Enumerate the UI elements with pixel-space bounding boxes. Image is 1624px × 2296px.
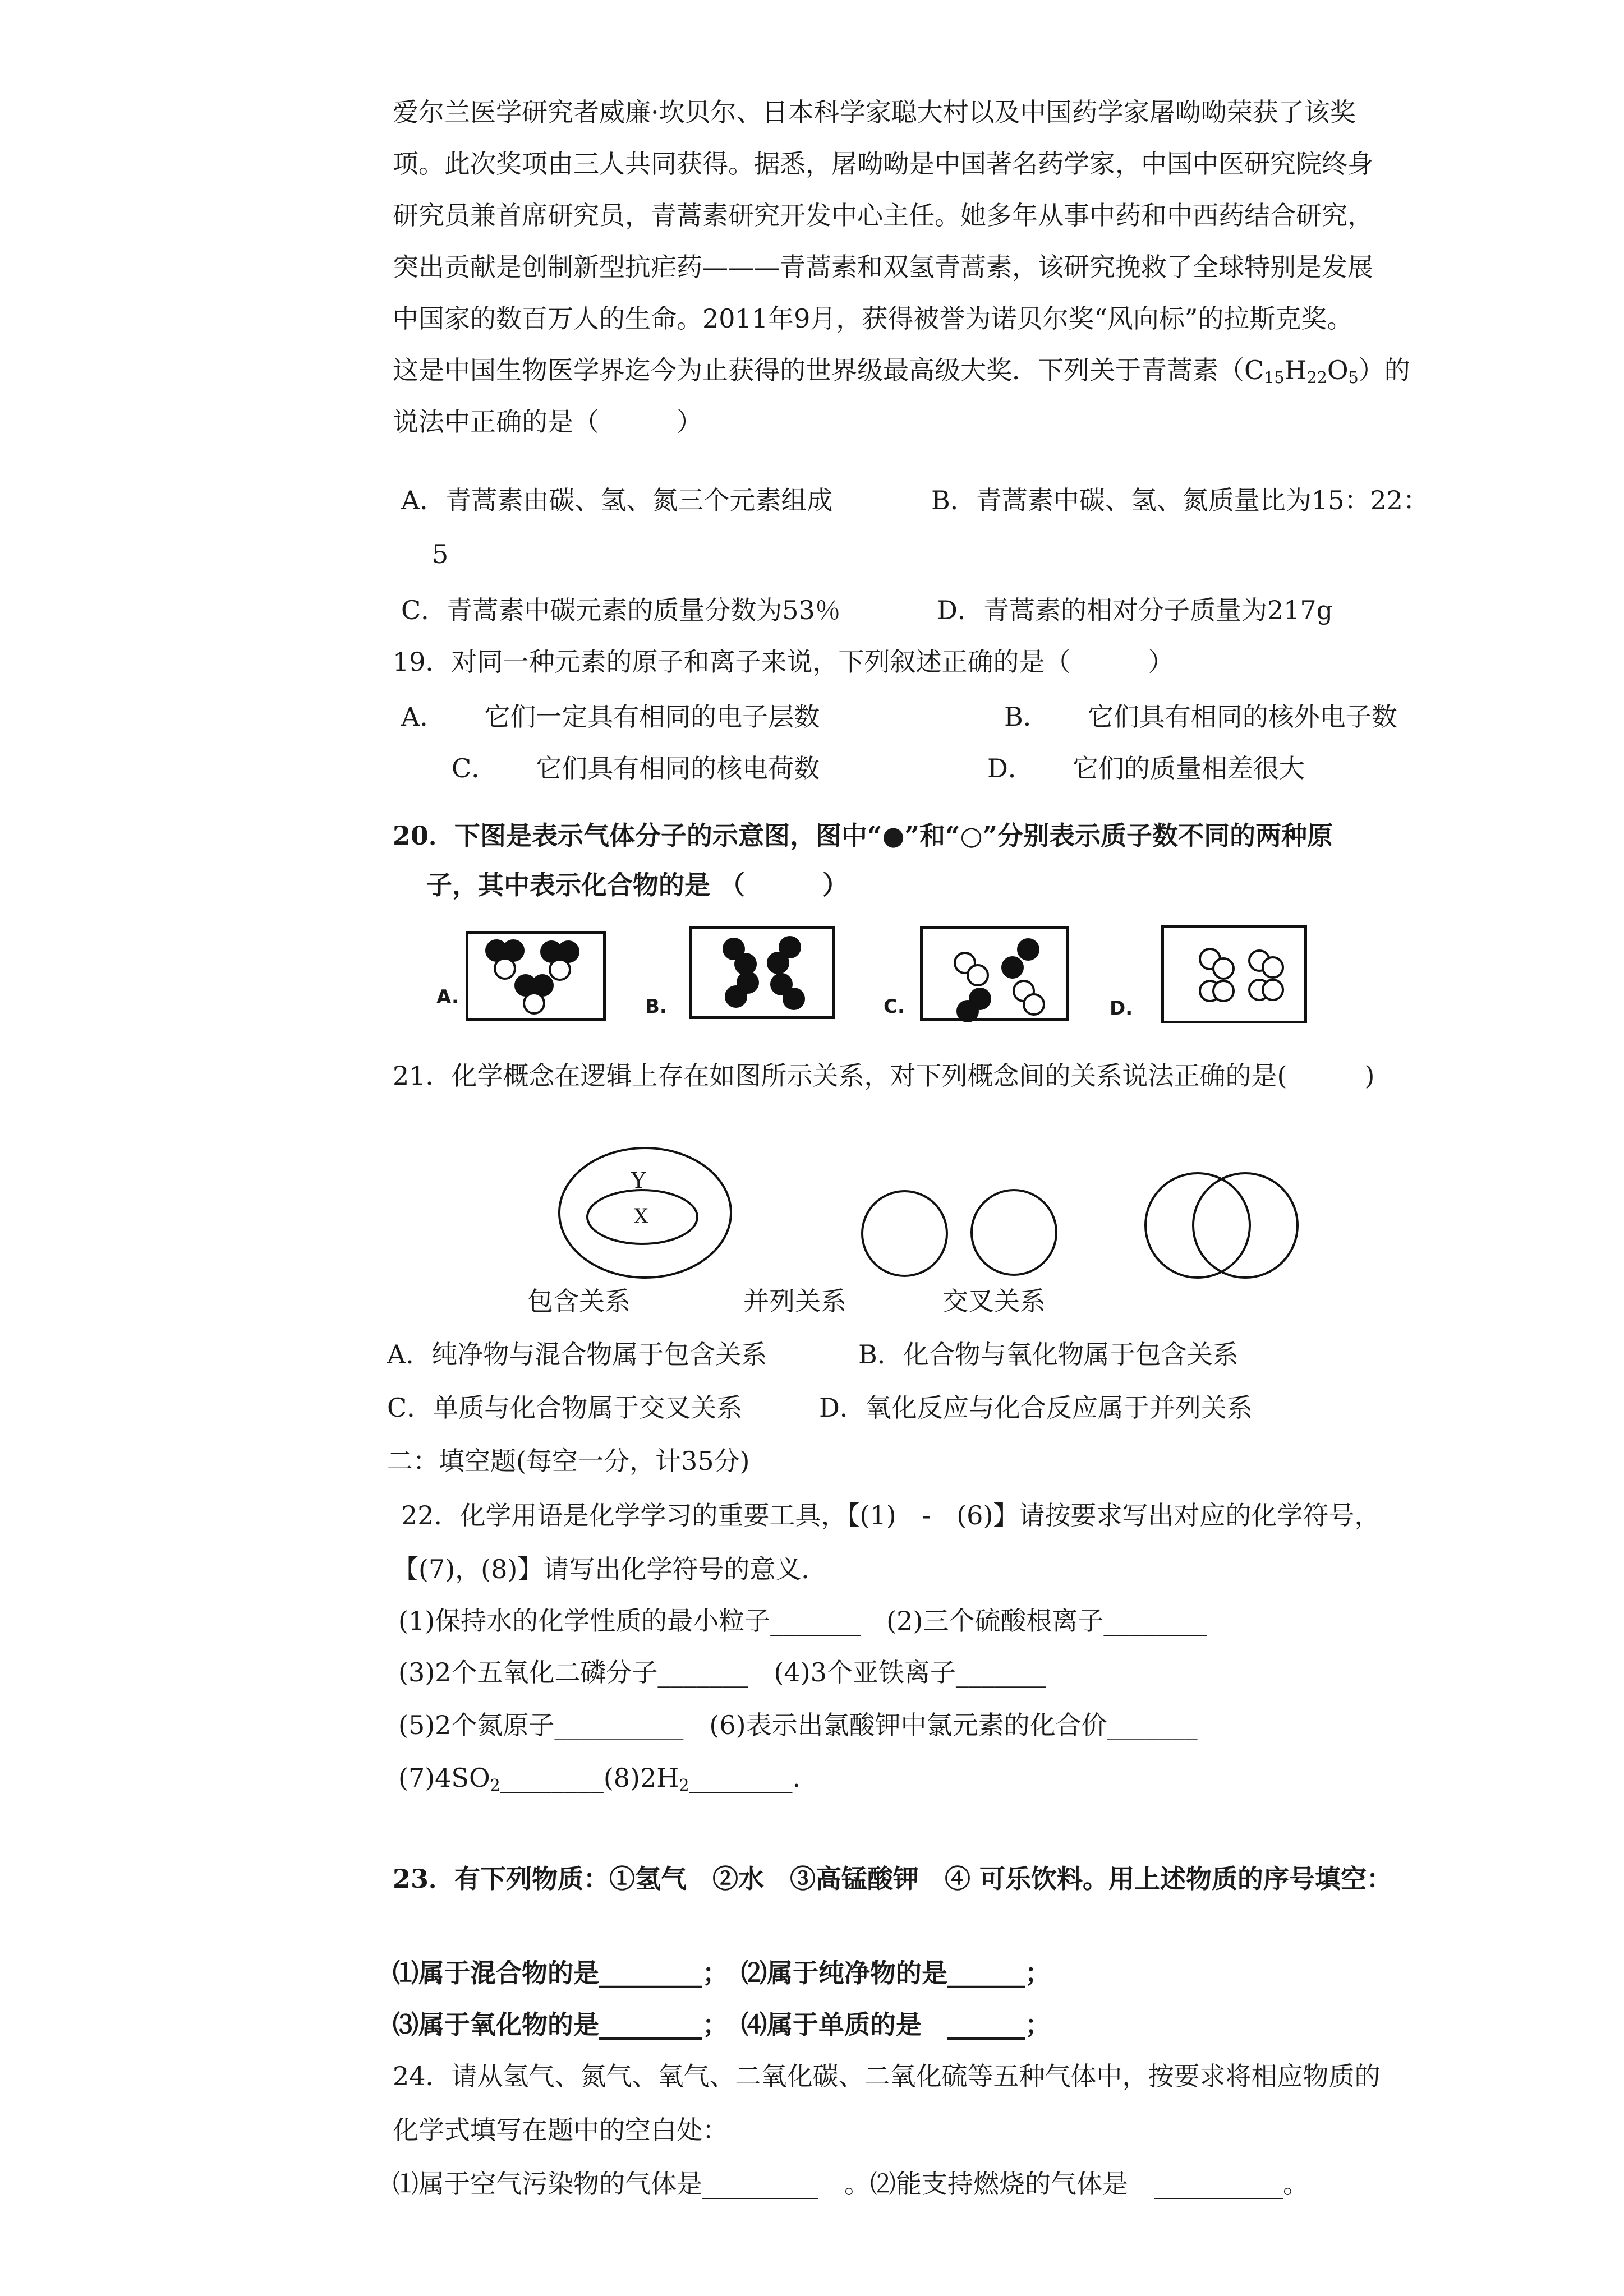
q22-line-3: (5)2个氮原子__________ (6)表示出氯酸钾中氯元素的化合价_______: [398, 1710, 1198, 1740]
black-atom-icon: [725, 985, 747, 1008]
parallel-circle-right: [970, 1189, 1057, 1276]
white-atom-icon: [549, 958, 571, 981]
q19-option-d: D． 它们的质量相差很大: [987, 753, 1305, 783]
q18-line-1: 爱尔兰医学研究者威廉·坎贝尔、日本科学家聪大村以及中国药学家屠呦呦荣获了该奖: [393, 97, 1356, 127]
q22-line-4-end: ________.: [689, 1763, 801, 1793]
section-heading-fill-in: 二：填空题(每空一分，计35分): [387, 1446, 750, 1476]
parallel-circle-left: [861, 1190, 948, 1277]
white-atom-icon: [1023, 993, 1045, 1016]
q21-option-b: B．化合物与氧化物属于包含关系: [858, 1339, 1239, 1370]
molecule-box-d: [1161, 925, 1307, 1023]
white-atom-icon: [494, 957, 516, 980]
formula-sub-22: 22: [1306, 368, 1327, 388]
caption-containment: 包含关系: [527, 1286, 631, 1316]
q18-line-4: 突出贡献是创制新型抗疟药———青蒿素和双氢青蒿素，该研究挽救了全球特别是发展: [393, 252, 1373, 282]
black-atom-icon: [783, 988, 805, 1010]
q24-line-1: ⑴属于空气污染物的气体是_________ 。⑵能支持燃烧的气体是 __________。: [393, 2169, 1309, 2199]
q20-stem-line-1: 20．下图是表示气体分子的示意图，图中“●”和“○”分别表示质子数不同的两种原: [393, 820, 1333, 851]
q19-option-b: B． 它们具有相同的核外电子数: [1004, 702, 1397, 732]
q22-line-4: [398, 1761, 801, 1802]
black-atom-icon: [956, 1000, 979, 1022]
black-atom-icon: [1017, 938, 1039, 961]
formula-sub-15: 15: [1264, 368, 1285, 388]
white-atom-icon: [1262, 956, 1284, 979]
molecule-box-c: [920, 926, 1069, 1021]
q22-line-1: (1)保持水的化学性质的最小粒子_______ (2)三个硫酸根离子________: [398, 1606, 1207, 1636]
figure-label-a: A.: [436, 986, 459, 1008]
formula-sub-5: 5: [1348, 368, 1359, 388]
white-atom-icon: [967, 964, 989, 986]
caption-parallel: 并列关系: [743, 1286, 846, 1316]
black-atom-icon: [767, 952, 789, 974]
formula-sub-2b: 2: [679, 1776, 689, 1795]
venn-label-x: X: [634, 1205, 648, 1228]
q22-stem-line-2: 【(7)，(8)】请写出化学符号的意义．: [393, 1554, 827, 1584]
figure-label-b: B.: [645, 995, 667, 1018]
q24-stem-line-2: 化学式填写在题中的空白处：: [393, 2115, 728, 2145]
q18-line-6-text: 这是中国生物医学界迄今为止获得的世界级最高级大奖．下列关于青蒿素（C: [393, 355, 1264, 385]
figure-label-c: C.: [884, 995, 905, 1018]
formula-sub-2: 2: [490, 1776, 500, 1795]
q19-stem: 19．对同一种元素的原子和离子来说，下列叙述正确的是（ ）: [393, 647, 1174, 677]
q21-option-d: D．氧化反应与化合反应属于并列关系: [819, 1393, 1253, 1423]
q18-line-6-end: ）的: [1358, 355, 1410, 385]
q23-stem: 23．有下列物质：①氢气 ②水 ③高锰酸钾 ④ 可乐饮料。用上述物质的序号填空：: [393, 1864, 1393, 1894]
q19-option-c: C． 它们具有相同的核电荷数: [452, 753, 820, 783]
q23-line-1: ⑴属于混合物的是________； ⑵属于纯净物的是______；: [393, 1958, 1051, 1988]
q18-option-b: B．青蒿素中碳、氢、氮质量比为15：22：: [931, 485, 1429, 515]
q18-line-5: 中国家的数百万人的生命。2011年9月，获得被誉为诺贝尔奖“风向标”的拉斯克奖。: [393, 303, 1353, 334]
intersect-circle-right: [1192, 1172, 1299, 1279]
q18-line-6: [393, 353, 1410, 395]
q22-line-2: (3)2个五氧化二磷分子_______ (4)3个亚铁离子_______: [398, 1657, 1046, 1688]
q20-stem-line-2: 子，其中表示化合物的是 （ ）: [426, 870, 849, 900]
white-atom-icon: [1212, 980, 1235, 1002]
figure-label-d: D.: [1110, 997, 1133, 1020]
molecule-box-b: [689, 926, 835, 1019]
q22-item-8: ________(8)2H: [500, 1763, 679, 1793]
formula-o: O: [1327, 355, 1349, 385]
q24-stem-line-1: 24．请从氢气、氮气、氧气、二氧化碳、二氧化硫等五种气体中，按要求将相应物质的: [393, 2061, 1381, 2091]
black-atom-icon: [1001, 956, 1024, 979]
venn-label-y: Y: [631, 1168, 646, 1194]
formula-h: H: [1284, 355, 1307, 385]
q21-stem: 21．化学概念在逻辑上存在如图所示关系，对下列概念间的关系说法正确的是( ): [393, 1061, 1375, 1091]
q23-line-2: ⑶属于氧化物的是________； ⑷属于单质的是 ______；: [393, 2009, 1051, 2040]
white-atom-icon: [1262, 979, 1284, 1001]
caption-intersect: 交叉关系: [942, 1286, 1046, 1316]
q18-option-a: A．青蒿素由碳、氢、氮三个元素组成: [401, 485, 833, 515]
q18-line-2: 项。此次奖项由三人共同获得。据悉，屠呦呦是中国著名药学家，中国中医研究院终身: [393, 149, 1373, 179]
q18-option-d: D．青蒿素的相对分子质量为217g: [937, 595, 1333, 625]
q21-option-c: C．单质与化合物属于交叉关系: [387, 1393, 743, 1423]
molecule-box-a: [466, 931, 606, 1021]
q18-line-7: 说法中正确的是（ ）: [393, 407, 702, 437]
q18-option-c: C．青蒿素中碳元素的质量分数为53％: [401, 595, 841, 625]
q22-stem-line-1: 22．化学用语是化学学习的重要工具，【(1) - (6)】请按要求写出对应的化学符号，: [401, 1500, 1381, 1530]
q22-item-7: (7)4SO: [398, 1763, 490, 1793]
q18-option-b-cont: 5: [432, 539, 449, 569]
white-atom-icon: [523, 992, 545, 1015]
q21-option-a: A．纯净物与混合物属于包含关系: [387, 1339, 767, 1370]
q18-line-3: 研究员兼首席研究员，青蒿素研究开发中心主任。她多年从事中药和中西药结合研究，: [393, 200, 1373, 230]
q19-option-a: A． 它们一定具有相同的电子层数: [401, 702, 820, 732]
white-atom-icon: [1212, 957, 1235, 980]
